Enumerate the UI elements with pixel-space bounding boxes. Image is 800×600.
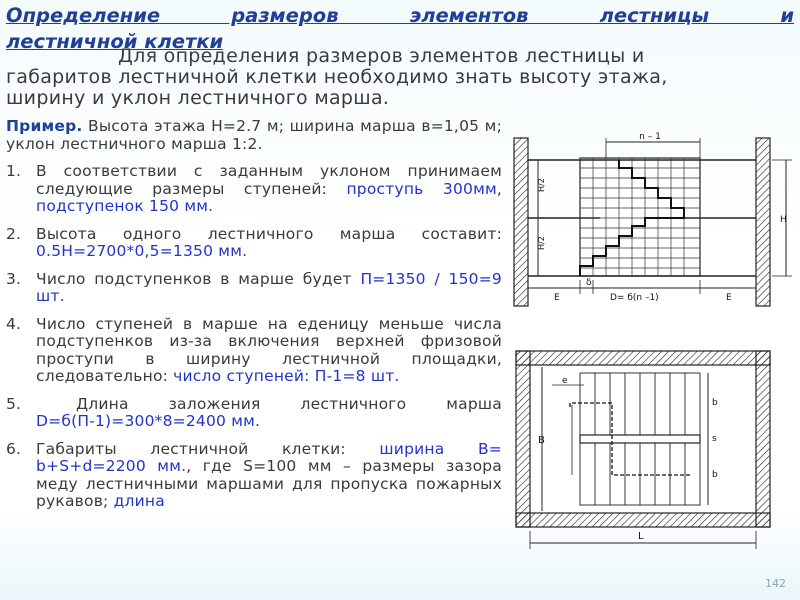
step-value: число ступеней: П-1=8 шт. [173,367,400,385]
plan-wall-top [516,351,770,365]
stair-plan-diagram [512,345,774,593]
plan-dim-b-2: b [712,470,718,480]
dim-n-minus-1: n – 1 [639,132,661,142]
step-number: 6. [6,439,22,458]
step-value: П=1350 / 150=9 шт. [36,269,502,305]
dim-h-half-2: H/2 [537,236,546,250]
step-text-cont: , где S=100 мм – размеры зазора меду лестничными маршами для пропуска пожарных рукавов; [36,457,502,510]
step-text: Длина заложения лестничного марша [36,394,502,413]
step-1 [6,163,502,216]
plan-wall-bottom [516,513,770,527]
plan-dim-b-total: B [538,435,545,446]
stair-section-diagram [510,128,800,310]
step-text: В соответствии с заданным уклоном принимаем следующие размеры ступеней: [36,162,502,198]
step-number: 3. [6,269,22,288]
step-5 [6,396,502,431]
dim-e-left: E [554,293,560,303]
plan-wall-left [516,351,530,527]
example-lead: Пример. [6,117,83,135]
plan-dim-e: e [562,376,568,386]
dim-h-half-1: H/2 [537,178,546,192]
page-number: 142 [765,577,786,590]
plan-dim-b-1: b [712,398,718,408]
step-value: ширина В= b+S+d=2200 мм. [36,439,502,475]
intro-line2: габаритов лестничной клетки необходимо знать высоту этажа, [6,66,668,88]
plan-dim-s: s [712,434,717,444]
step-text: Число ступеней в марше на еденицу меньше числа подступенков из-за включения верхней фризовой проступи в ширину лестничной площадки, следовательно: [36,314,502,385]
slide-title-line2: лестничной клетки [6,30,224,53]
intro-line1: Для определения размеров элементов лестницы и [118,45,645,67]
step-2 [6,226,502,261]
plan-flights [572,373,700,505]
intro-line3: ширину и уклон лестничного марша. [6,87,390,109]
slide-title-line1: Определение размеров элементов лестницы и [6,4,794,27]
example-paragraph [6,118,502,153]
dim-delta: δ [586,278,592,288]
left-wall [514,138,528,306]
step-6 [6,441,502,511]
dim-d: D= б(n –1) [610,293,659,303]
step-number: 4. [6,314,22,333]
step-number: 5. [6,394,22,413]
step-text: Габариты лестничной клетки: [36,439,380,458]
example-text: Высота этажа Н=2.7 м; ширина марша в=1,05 м; уклон лестничного марша 1:2. [6,117,502,153]
step-3 [6,271,502,306]
step-number: 1. [6,162,22,180]
right-wall [756,138,770,306]
step-value-cont: длина [113,492,165,510]
step-value: проступь 300мм, подступенок 150 мм. [36,179,502,215]
step-value: 0.5Н=2700*0,5=1350 мм. [36,242,248,260]
calculation-column [6,118,502,521]
dim-e-right: E [726,293,732,303]
plan-dim-l: L [638,531,644,542]
dim-h: H [780,215,787,225]
step-4 [6,316,502,386]
plan-wall-right [756,351,770,527]
step-text: Число подступенков в марше будет [36,269,361,288]
plan-arrow [570,403,692,475]
step-text: Высота одного лестничного марша составит: [36,224,502,243]
step-value: D=б(П-1)=300*8=2400 мм. [36,412,261,430]
step-number: 2. [6,224,22,243]
